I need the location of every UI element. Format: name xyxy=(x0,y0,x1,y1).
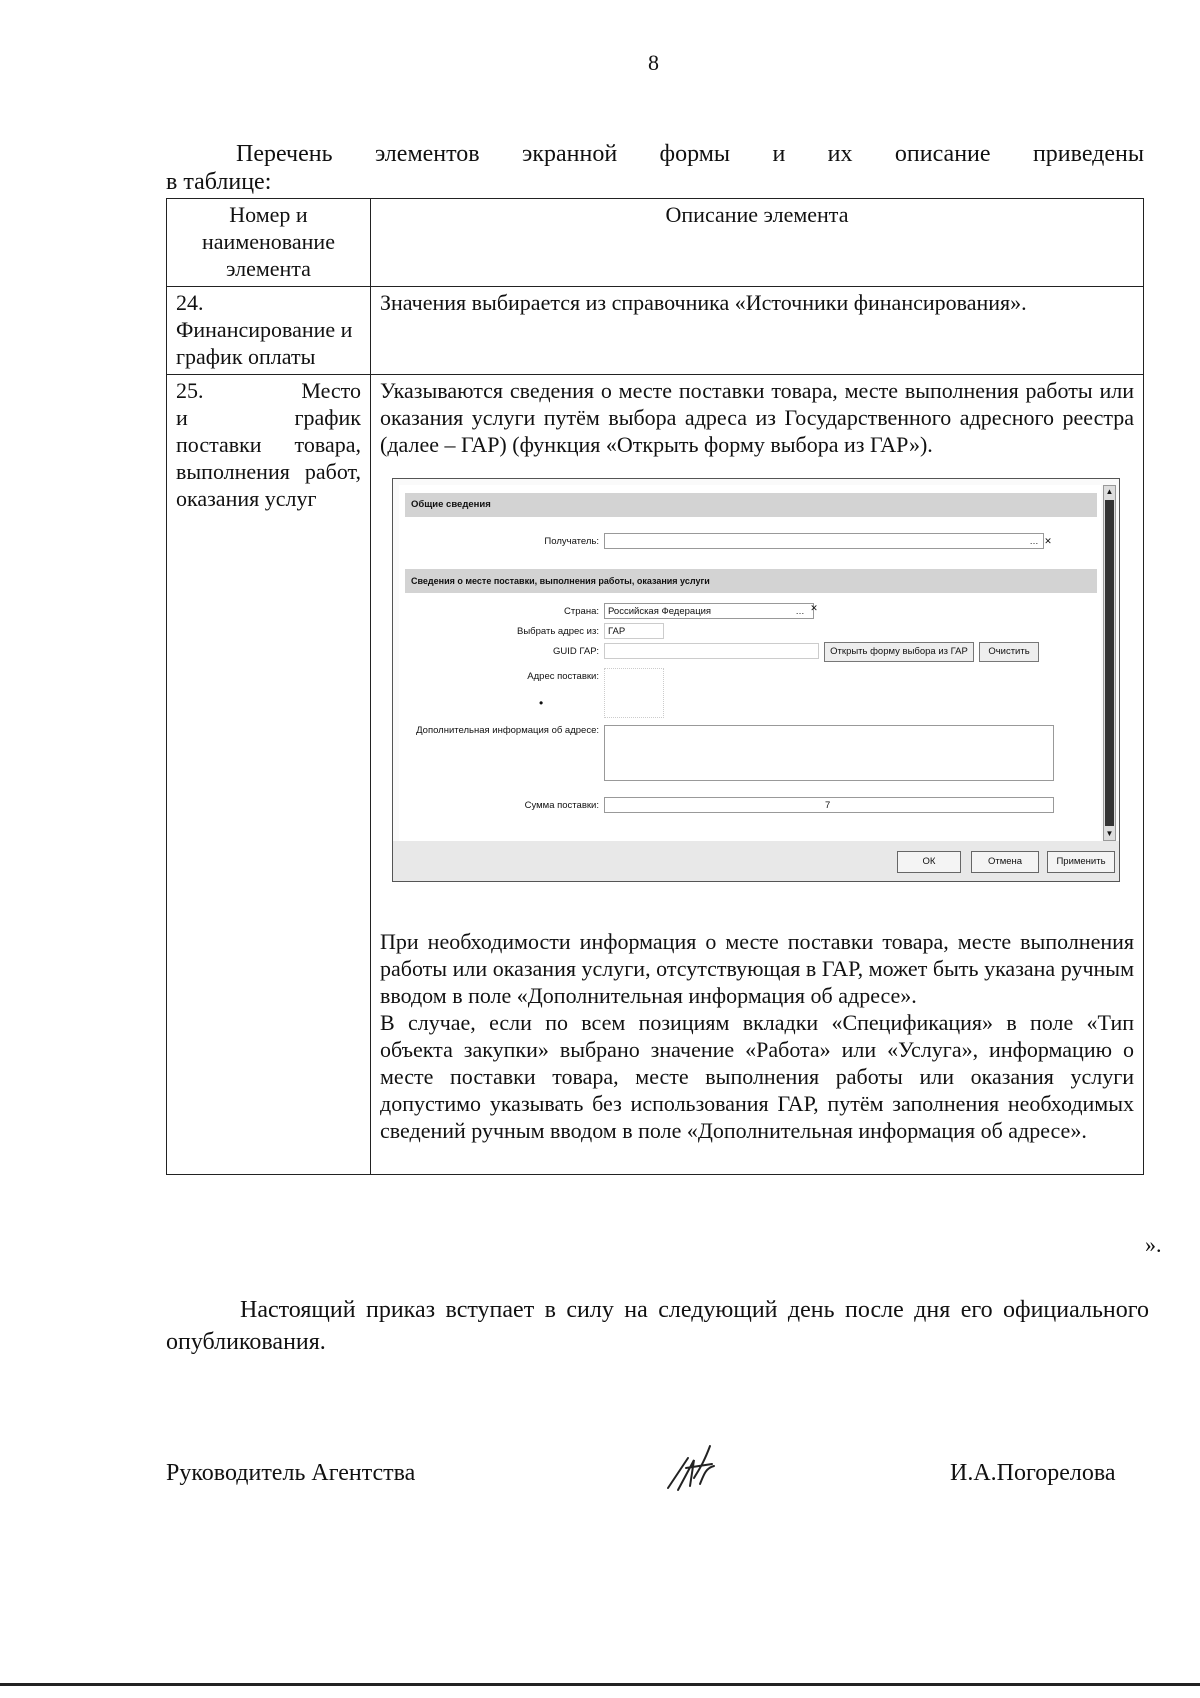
row25-paragraph-1: При необходимости информация о месте поставки товара, месте выполнения работы или оказания услуги, отсутствующая в ГАР, может быть указана ручным вводом в поле «Дополнительная информация об адресе». xyxy=(380,929,1134,1008)
handwritten-signature xyxy=(660,1438,720,1498)
row25-first-line xyxy=(176,377,361,404)
section-general-header: Общие сведения xyxy=(405,493,1097,517)
recipient-label: Получатель: xyxy=(544,536,599,547)
scroll-thumb[interactable] xyxy=(1105,500,1114,826)
recipient-row xyxy=(399,533,1101,551)
row25-paragraph-2: В случае, если по всем позициям вкладки «Спецификация» в поле «Тип объекта закупки» выбрано значение «Работа» или «Услуга», информацию о месте поставки товара, месте выполнения работы или оказания услуги допустимо указывать без использования ГАР, путём заполнения необходимых сведений ручным вводом в поле «Дополнительная информация об адресе». xyxy=(380,1010,1134,1143)
country-input[interactable]: Российская Федерация xyxy=(604,603,814,619)
sum-row xyxy=(399,797,1101,815)
row25-num-cell xyxy=(167,375,371,1175)
recipient-clear-icon[interactable]: ✕ xyxy=(1044,536,1052,546)
row25-intro: Указываются сведения о месте поставки товара, месте выполнения работы или оказания услуги путём выбора адреса из Государственного адресного реестра (далее – ГАР) (функция «Открыть форму выбора из ГАР»). xyxy=(380,378,1134,457)
guid-label: GUID ГАР: xyxy=(552,646,599,657)
recipient-input[interactable] xyxy=(604,533,1044,549)
row25-word-place: Место xyxy=(301,378,361,403)
scroll-up-icon[interactable]: ▲ xyxy=(1105,487,1114,496)
country-clear-icon[interactable]: ✕ xyxy=(810,603,818,613)
bullet-icon: • xyxy=(539,696,544,710)
address-source-select[interactable]: ГАР xyxy=(604,623,664,639)
extra-info-label: Дополнительная информация об адресе: xyxy=(416,725,599,736)
delivery-address-label: Адрес поставки: xyxy=(527,671,599,682)
scroll-down-icon[interactable]: ▼ xyxy=(1105,829,1114,838)
intro-line-2: в таблице: xyxy=(166,169,272,195)
apply-button[interactable]: Применить xyxy=(1047,851,1115,873)
page-number: 8 xyxy=(648,50,659,75)
sum-input[interactable]: 7 xyxy=(604,797,1054,813)
address-source-label: Выбрать адрес из: xyxy=(517,626,599,637)
table-header-row xyxy=(167,199,1144,287)
closing-paragraph: Настоящий приказ вступает в силу на следующий день после дня его официального опубликования. xyxy=(166,1297,1149,1355)
closing-quote: ». xyxy=(1145,1232,1162,1257)
form-body xyxy=(399,485,1101,841)
signatory-name: И.А.Погорелова xyxy=(950,1460,1116,1486)
header-desc-cell: Описание элемента xyxy=(371,199,1144,287)
open-gar-button[interactable]: Открыть форму выбора из ГАР xyxy=(824,642,974,662)
country-row xyxy=(399,603,1101,621)
row25-word-schedule: график xyxy=(294,405,361,430)
row24-title: Финансирование и график оплаты xyxy=(176,317,353,369)
extra-info-row xyxy=(399,725,1101,785)
row24-number: 24. xyxy=(176,290,204,315)
country-label: Страна: xyxy=(564,606,599,617)
cancel-button[interactable]: Отмена xyxy=(971,851,1039,873)
elements-table xyxy=(166,198,1144,1175)
row25-word-and: и xyxy=(176,405,188,430)
intro-line-1: Перечень элементов экранной формы и их описание приведены xyxy=(236,141,1144,167)
table-row-25 xyxy=(167,375,1144,1175)
guid-row xyxy=(399,643,1101,661)
bottom-edge-line xyxy=(0,1683,1200,1686)
country-lookup-icon[interactable]: … xyxy=(795,606,805,616)
row25-title-rest: поставки товара, выполнения работ, оказания услуг xyxy=(176,432,361,511)
sum-label: Сумма поставки: xyxy=(524,800,599,811)
delivery-address-row xyxy=(399,668,1101,686)
guid-input[interactable] xyxy=(604,643,819,659)
row24-num-cell xyxy=(167,287,371,375)
form-screenshot xyxy=(392,478,1120,882)
section-delivery-header: Сведения о месте поставки, выполнения работы, оказания услуги xyxy=(405,569,1097,593)
recipient-lookup-icon[interactable]: … xyxy=(1029,536,1039,546)
extra-info-textarea[interactable] xyxy=(604,725,1054,781)
delivery-address-field[interactable] xyxy=(604,668,664,718)
form-scrollbar[interactable] xyxy=(1103,485,1116,841)
row24-desc-cell: Значения выбирается из справочника «Источники финансирования». xyxy=(371,287,1144,375)
intro-paragraph xyxy=(166,140,1144,196)
row25-second-line xyxy=(176,404,361,431)
table-row-24 xyxy=(167,287,1144,375)
header-num-cell: Номер и наименование элемента xyxy=(167,199,371,287)
dialog-button-bar xyxy=(393,841,1119,881)
row25-number: 25. xyxy=(176,378,204,403)
address-source-row xyxy=(399,623,1101,641)
signatory-role: Руководитель Агентства xyxy=(166,1460,416,1486)
row25-desc-cell xyxy=(371,375,1144,1175)
clear-button[interactable]: Очистить xyxy=(979,642,1039,662)
ok-button[interactable]: ОК xyxy=(897,851,961,873)
